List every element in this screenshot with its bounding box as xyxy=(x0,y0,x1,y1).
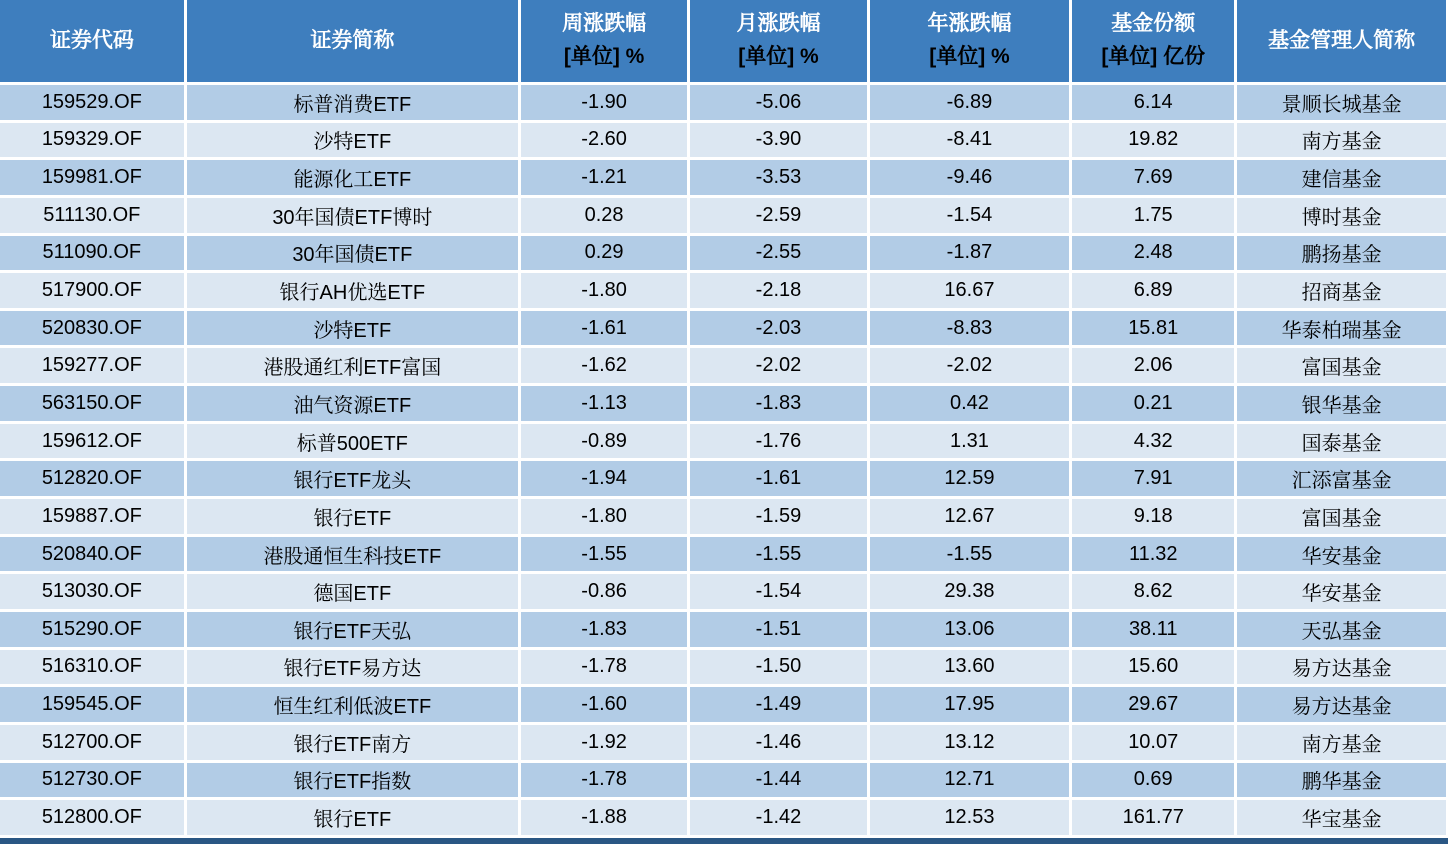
cell-week-change: 0.28 xyxy=(519,196,688,234)
cell-month-change: -3.53 xyxy=(689,159,868,197)
cell-fund-manager: 鹏扬基金 xyxy=(1236,234,1447,272)
column-header-security-code xyxy=(0,0,185,84)
cell-security-name: 德国ETF xyxy=(185,573,519,611)
cell-fund-manager: 汇添富基金 xyxy=(1236,460,1447,498)
cell-year-change: 0.42 xyxy=(868,385,1071,423)
cell-year-change: 16.67 xyxy=(868,272,1071,310)
cell-month-change: -1.83 xyxy=(689,385,868,423)
cell-fund-manager: 华泰柏瑞基金 xyxy=(1236,309,1447,347)
column-label: 基金份额 xyxy=(1111,12,1196,36)
cell-fund-manager: 天弘基金 xyxy=(1236,610,1447,648)
cell-year-change: 29.38 xyxy=(868,573,1071,611)
cell-security-code: 159545.OF xyxy=(0,686,185,724)
cell-week-change: -1.21 xyxy=(519,159,688,197)
table-row xyxy=(0,272,1447,310)
table-row xyxy=(0,159,1447,197)
cell-week-change: -1.83 xyxy=(519,610,688,648)
cell-month-change: -1.55 xyxy=(689,535,868,573)
cell-week-change: -0.86 xyxy=(519,573,688,611)
cell-week-change: -1.80 xyxy=(519,498,688,536)
cell-month-change: -2.55 xyxy=(689,234,868,272)
cell-security-name: 标普500ETF xyxy=(185,422,519,460)
cell-year-change: 12.59 xyxy=(868,460,1071,498)
cell-fund-shares: 38.11 xyxy=(1071,610,1236,648)
cell-week-change: -1.62 xyxy=(519,347,688,385)
cell-month-change: -1.50 xyxy=(689,648,868,686)
cell-security-code: 563150.OF xyxy=(0,385,185,423)
cell-fund-shares: 15.60 xyxy=(1071,648,1236,686)
table-row xyxy=(0,234,1447,272)
cell-security-code: 512800.OF xyxy=(0,799,185,837)
table-header xyxy=(0,0,1447,84)
cell-fund-manager: 富国基金 xyxy=(1236,347,1447,385)
cell-security-code: 159529.OF xyxy=(0,84,185,122)
table-row xyxy=(0,460,1447,498)
cell-security-code: 159612.OF xyxy=(0,422,185,460)
cell-year-change: -1.87 xyxy=(868,234,1071,272)
cell-week-change: -1.88 xyxy=(519,799,688,837)
cell-month-change: -1.54 xyxy=(689,573,868,611)
cell-fund-shares: 4.32 xyxy=(1071,422,1236,460)
cell-fund-shares: 29.67 xyxy=(1071,686,1236,724)
cell-fund-manager: 华宝基金 xyxy=(1236,799,1447,837)
cell-security-name: 银行ETF天弘 xyxy=(185,610,519,648)
column-header-security-name xyxy=(185,0,519,84)
cell-fund-shares: 0.21 xyxy=(1071,385,1236,423)
column-label: 基金管理人简称 xyxy=(1268,28,1416,52)
cell-security-name: 港股通红利ETF富国 xyxy=(185,347,519,385)
cell-fund-manager: 招商基金 xyxy=(1236,272,1447,310)
cell-fund-shares: 19.82 xyxy=(1071,121,1236,159)
table-row xyxy=(0,799,1447,837)
column-header-fund-shares xyxy=(1071,0,1236,84)
column-unit: [单位] % xyxy=(738,45,819,68)
table-row xyxy=(0,498,1447,536)
cell-year-change: 12.71 xyxy=(868,761,1071,799)
cell-security-code: 511090.OF xyxy=(0,234,185,272)
cell-security-name: 港股通恒生科技ETF xyxy=(185,535,519,573)
cell-security-name: 银行ETF南方 xyxy=(185,723,519,761)
cell-year-change: -1.54 xyxy=(868,196,1071,234)
cell-security-name: 能源化工ETF xyxy=(185,159,519,197)
cell-security-code: 513030.OF xyxy=(0,573,185,611)
cell-month-change: -1.59 xyxy=(689,498,868,536)
cell-fund-shares: 1.75 xyxy=(1071,196,1236,234)
cell-month-change: -3.90 xyxy=(689,121,868,159)
cell-year-change: 17.95 xyxy=(868,686,1071,724)
cell-security-name: 银行AH优选ETF xyxy=(185,272,519,310)
cell-month-change: -1.42 xyxy=(689,799,868,837)
cell-security-name: 银行ETF xyxy=(185,799,519,837)
column-label: 周涨跌幅 xyxy=(562,12,647,36)
table-row xyxy=(0,535,1447,573)
cell-fund-manager: 鹏华基金 xyxy=(1236,761,1447,799)
cell-fund-manager: 建信基金 xyxy=(1236,159,1447,197)
cell-fund-shares: 7.91 xyxy=(1071,460,1236,498)
cell-year-change: 1.31 xyxy=(868,422,1071,460)
cell-fund-manager: 南方基金 xyxy=(1236,723,1447,761)
cell-fund-shares: 6.14 xyxy=(1071,84,1236,122)
cell-year-change: 12.67 xyxy=(868,498,1071,536)
cell-security-code: 159329.OF xyxy=(0,121,185,159)
cell-week-change: -1.90 xyxy=(519,84,688,122)
cell-security-name: 银行ETF龙头 xyxy=(185,460,519,498)
cell-month-change: -1.49 xyxy=(689,686,868,724)
column-label: 月涨跌幅 xyxy=(736,12,821,36)
column-unit: [单位] % xyxy=(929,45,1010,68)
column-header-fund-manager xyxy=(1236,0,1447,84)
cell-week-change: -1.61 xyxy=(519,309,688,347)
table-row xyxy=(0,648,1447,686)
cell-year-change: -6.89 xyxy=(868,84,1071,122)
cell-fund-manager: 景顺长城基金 xyxy=(1236,84,1447,122)
header-row xyxy=(0,0,1447,84)
cell-fund-shares: 11.32 xyxy=(1071,535,1236,573)
cell-fund-shares: 10.07 xyxy=(1071,723,1236,761)
cell-year-change: 13.06 xyxy=(868,610,1071,648)
table-row xyxy=(0,385,1447,423)
cell-week-change: -1.78 xyxy=(519,648,688,686)
cell-fund-manager: 博时基金 xyxy=(1236,196,1447,234)
cell-year-change: -9.46 xyxy=(868,159,1071,197)
cell-fund-manager: 易方达基金 xyxy=(1236,686,1447,724)
table-row xyxy=(0,121,1447,159)
cell-month-change: -1.51 xyxy=(689,610,868,648)
table-row xyxy=(0,761,1447,799)
cell-security-name: 恒生红利低波ETF xyxy=(185,686,519,724)
cell-security-code: 159981.OF xyxy=(0,159,185,197)
cell-fund-shares: 161.77 xyxy=(1071,799,1236,837)
cell-month-change: -2.18 xyxy=(689,272,868,310)
cell-security-code: 516310.OF xyxy=(0,648,185,686)
cell-month-change: -2.02 xyxy=(689,347,868,385)
cell-security-name: 标普消费ETF xyxy=(185,84,519,122)
cell-security-code: 517900.OF xyxy=(0,272,185,310)
cell-year-change: 13.60 xyxy=(868,648,1071,686)
cell-security-name: 银行ETF xyxy=(185,498,519,536)
cell-security-code: 512700.OF xyxy=(0,723,185,761)
cell-fund-manager: 易方达基金 xyxy=(1236,648,1447,686)
cell-security-code: 159887.OF xyxy=(0,498,185,536)
cell-fund-manager: 富国基金 xyxy=(1236,498,1447,536)
cell-year-change: -1.55 xyxy=(868,535,1071,573)
column-unit: [单位] % xyxy=(563,45,645,68)
cell-security-name: 沙特ETF xyxy=(185,121,519,159)
cell-fund-shares: 6.89 xyxy=(1071,272,1236,310)
table-row xyxy=(0,723,1447,761)
cell-security-name: 沙特ETF xyxy=(185,309,519,347)
cell-week-change: -1.94 xyxy=(519,460,688,498)
cell-fund-manager: 华安基金 xyxy=(1236,573,1447,611)
cell-year-change: -8.83 xyxy=(868,309,1071,347)
cell-security-name: 30年国债ETF博时 xyxy=(185,196,519,234)
table-row xyxy=(0,196,1447,234)
cell-month-change: -1.61 xyxy=(689,460,868,498)
cell-fund-manager: 银华基金 xyxy=(1236,385,1447,423)
table-bottom-edge xyxy=(0,838,1448,844)
cell-week-change: -1.60 xyxy=(519,686,688,724)
cell-week-change: -1.80 xyxy=(519,272,688,310)
cell-year-change: 12.53 xyxy=(868,799,1071,837)
cell-month-change: -2.59 xyxy=(689,196,868,234)
cell-security-code: 520830.OF xyxy=(0,309,185,347)
column-header-week-change xyxy=(519,0,688,84)
cell-fund-shares: 0.69 xyxy=(1071,761,1236,799)
cell-fund-shares: 9.18 xyxy=(1071,498,1236,536)
cell-week-change: -1.13 xyxy=(519,385,688,423)
cell-fund-shares: 2.06 xyxy=(1071,347,1236,385)
cell-month-change: -1.76 xyxy=(689,422,868,460)
cell-security-code: 520840.OF xyxy=(0,535,185,573)
column-header-year-change xyxy=(868,0,1071,84)
table-row xyxy=(0,422,1447,460)
column-header-month-change xyxy=(689,0,868,84)
cell-security-code: 515290.OF xyxy=(0,610,185,648)
cell-fund-shares: 15.81 xyxy=(1071,309,1236,347)
cell-week-change: -1.55 xyxy=(519,535,688,573)
column-label: 年涨跌幅 xyxy=(927,12,1012,36)
column-unit: [单位] 亿份 xyxy=(1101,45,1206,68)
cell-security-code: 512730.OF xyxy=(0,761,185,799)
cell-fund-manager: 国泰基金 xyxy=(1236,422,1447,460)
cell-fund-shares: 7.69 xyxy=(1071,159,1236,197)
cell-security-name: 30年国债ETF xyxy=(185,234,519,272)
cell-fund-shares: 2.48 xyxy=(1071,234,1236,272)
cell-security-code: 512820.OF xyxy=(0,460,185,498)
cell-week-change: -2.60 xyxy=(519,121,688,159)
table-row xyxy=(0,610,1447,648)
cell-year-change: -8.41 xyxy=(868,121,1071,159)
cell-month-change: -1.46 xyxy=(689,723,868,761)
cell-week-change: -0.89 xyxy=(519,422,688,460)
cell-fund-manager: 华安基金 xyxy=(1236,535,1447,573)
table-row xyxy=(0,347,1447,385)
cell-security-name: 银行ETF易方达 xyxy=(185,648,519,686)
table-row xyxy=(0,573,1447,611)
cell-month-change: -2.03 xyxy=(689,309,868,347)
cell-fund-manager: 南方基金 xyxy=(1236,121,1447,159)
table-row xyxy=(0,686,1447,724)
column-label: 证券代码 xyxy=(49,28,134,52)
cell-security-name: 油气资源ETF xyxy=(185,385,519,423)
cell-security-code: 159277.OF xyxy=(0,347,185,385)
cell-week-change: -1.78 xyxy=(519,761,688,799)
cell-month-change: -5.06 xyxy=(689,84,868,122)
cell-fund-shares: 8.62 xyxy=(1071,573,1236,611)
cell-week-change: 0.29 xyxy=(519,234,688,272)
table-row xyxy=(0,84,1447,122)
cell-security-name: 银行ETF指数 xyxy=(185,761,519,799)
cell-week-change: -1.92 xyxy=(519,723,688,761)
cell-year-change: -2.02 xyxy=(868,347,1071,385)
cell-year-change: 13.12 xyxy=(868,723,1071,761)
cell-security-code: 511130.OF xyxy=(0,196,185,234)
table-row xyxy=(0,309,1447,347)
column-label: 证券简称 xyxy=(310,28,395,52)
table-body xyxy=(0,84,1447,837)
cell-month-change: -1.44 xyxy=(689,761,868,799)
